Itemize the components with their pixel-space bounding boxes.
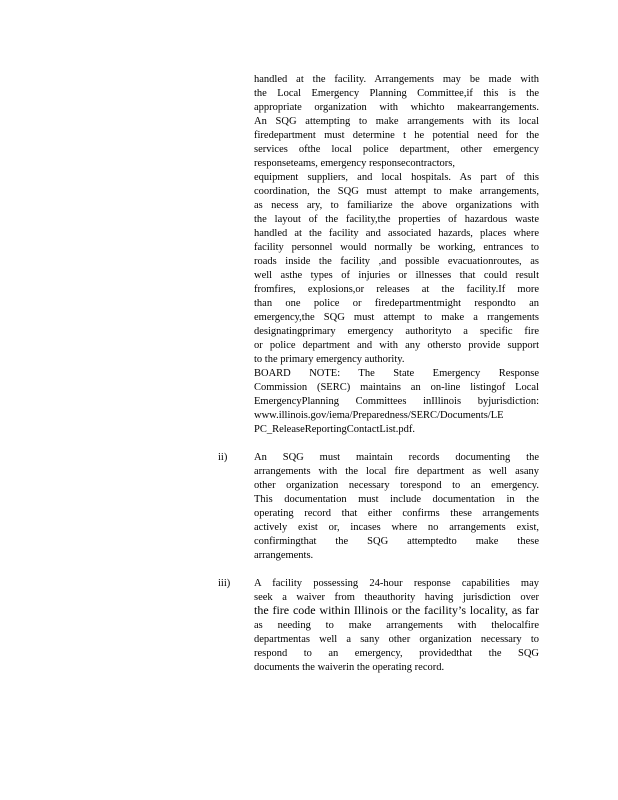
text-line: departmentas well a sany other organization necessary to — [254, 634, 539, 645]
item-number: ii) — [218, 452, 228, 463]
text-line: An SQG attempting to make arrangements with its local — [254, 116, 539, 127]
text-line: the Local Emergency Planning Committee,if this is the — [254, 88, 539, 99]
text-line: responseteams, emergency responsecontractors, — [254, 158, 455, 169]
text-line: handled at the facility. Arrangements may be made with — [254, 74, 539, 85]
text-line: An SQG must maintain records documenting the — [254, 452, 539, 463]
text-line: or police department and with any othersto provide support — [254, 340, 539, 351]
text-line: the layout of the facility,the properties of hazardous waste — [254, 214, 539, 225]
board-note-line: BOARD NOTE: The State Emergency Response — [254, 368, 539, 379]
text-line: to the primary emergency authority. — [254, 354, 405, 365]
text-line: facility personnel would normally be working, entrances to — [254, 242, 539, 253]
text-line: handled at the facility and associated hazards, places where — [254, 228, 539, 239]
text-line: than one police or firedepartmentmight respondto an — [254, 298, 539, 309]
url-line: www.illinois.gov/iema/Preparedness/SERC/Documents/LE — [254, 410, 504, 421]
url-line: PC_ReleaseReportingContactList.pdf. — [254, 424, 415, 435]
text-line: respond to an emergency, providedthat the SQG — [254, 648, 539, 659]
text-line: firedepartment must determine t he potential need for the — [254, 130, 539, 141]
text-line: appropriate organization with whichto makearrangements. — [254, 102, 539, 113]
text-line: other organization necessary torespond to an emergency. — [254, 480, 539, 491]
text-line: confirmingthat the SQG attemptedto make these — [254, 536, 539, 547]
text-line: documents the waiverin the operating record. — [254, 662, 445, 673]
text-line: arrangements. — [254, 550, 314, 561]
text-line: well asthe types of injuries or illnesses that could result — [254, 270, 539, 281]
text-line: actively exist or, incases where no arrangements exist, — [254, 522, 539, 533]
text-line: This documentation must include documentation in the — [254, 494, 539, 505]
text-line: A facility possessing 24-hour response capabilities may — [254, 578, 539, 589]
text-line: services ofthe local police department, other emergency — [254, 144, 539, 155]
text-line: as needing to make arrangements with thelocalfire — [254, 620, 539, 631]
item-number: iii) — [218, 578, 231, 589]
text-line: roads inside the facility ,and possible evacuationroutes, as — [254, 256, 539, 267]
text-line: coordination, the SQG must attempt to make arrangements, — [254, 186, 539, 197]
text-line: fromfires, explosions,or releases at the facility.If more — [254, 284, 539, 295]
text-line: operating record that either confirms these arrangements — [254, 508, 539, 519]
text-line: as necess ary, to familiarize the above organizations with — [254, 200, 539, 211]
text-line: equipment suppliers, and local hospitals. As part of this — [254, 172, 539, 183]
board-note-line: EmergencyPlanning Committees inIllinois byjurisdiction: — [254, 396, 539, 407]
text-line: arrangements with the local fire department as well asany — [254, 466, 539, 477]
text-line: seek a waiver from theauthority having jurisdiction over — [254, 592, 539, 603]
text-line: emergency,the SQG must attempt to make a rrangements — [254, 312, 539, 323]
text-line: the fire code within Illinois or the facility’s locality, as far — [254, 603, 539, 617]
board-note-line: Commission (SERC) maintains an on-line listingof Local — [254, 382, 539, 393]
text-line: designatingprimary emergency authorityto a specific fire — [254, 326, 539, 337]
